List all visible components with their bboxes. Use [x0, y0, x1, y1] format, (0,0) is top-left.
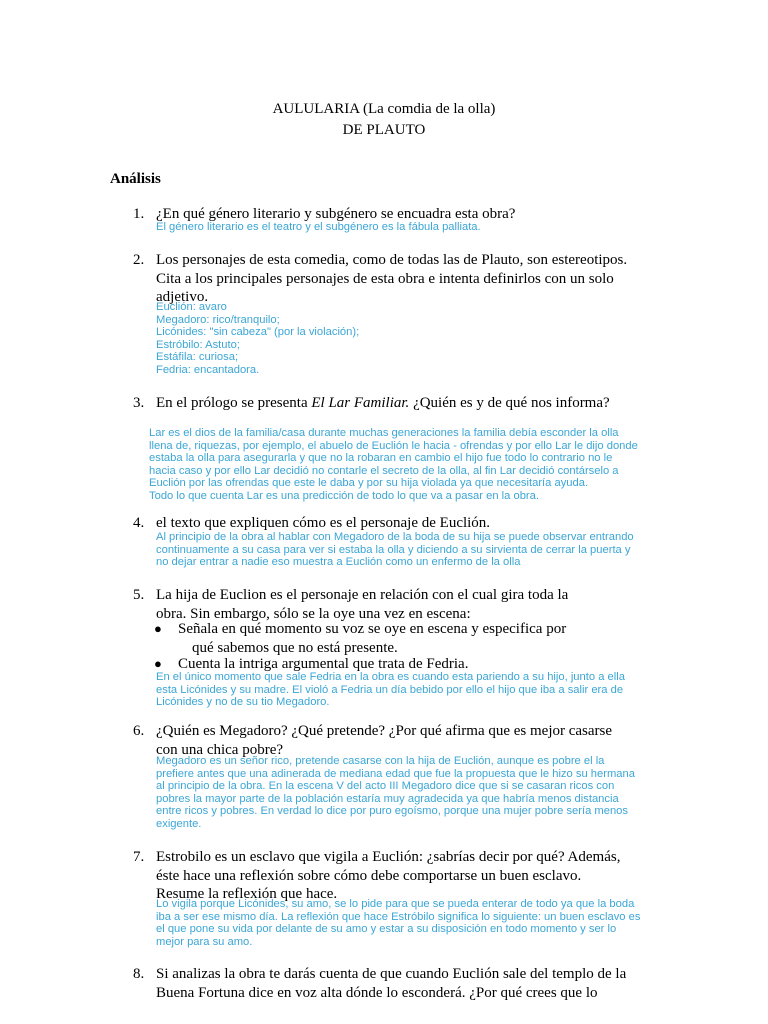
question-text: Si analizas la obra te darás cuenta de que cuando Euclión sale del templo de la Buena Fortuna dice en voz alta dónde lo esconderá. ¿Por qué crees que lo	[156, 966, 627, 1001]
question-number: 1.	[133, 206, 145, 222]
bullet-text: Cuenta la intriga argumental que trata de Fedria.	[178, 656, 469, 672]
question-text: En el prólogo se presenta El Lar Familiar. ¿Quién es y de qué nos informa?	[156, 395, 610, 411]
bullet-text: Señala en qué momento su voz se oye en escena y especifica por qué sabemos que no está presente.	[178, 621, 567, 656]
answer-text: Lo vigila porque Licónides, su amo, se lo pide para que se pueda enterar de todo ya que la boda iba a ser ese mismo día. La reflexión que hace Estróbilo significa lo siguiente: un buen esclavo es el que pone su vida por delante de su amo y estar a su disposición en todo momento y ser lo mejor para su amo.	[156, 898, 641, 948]
answer-text: Megadoro es un señor rico, pretende casarse con la hija de Euclión, aunque es pobre el la prefiere antes que una adinerada de mediana edad que fue la propuesta que le hizo su hermana al principio de la obra. En la escena V del acto III Megadoro dice que si se casaran ricos con pobres la mayor parte de la población estaría muy agradecida ya que habría menos distancia entre ricos y pobres. En verdad lo dice por puro egoísmo, porque una mujer pobre sería menos exigente.	[156, 755, 635, 830]
answer-text: El género literario es el teatro y el subgénero es la fábula palliata.	[156, 221, 481, 233]
question-text: La hija de Euclion es el personaje en relación con el cual gira toda la obra. Sin embargo, sólo se la oye una vez en escena:	[156, 587, 569, 622]
question-number: 6.	[133, 723, 145, 739]
question-number: 5.	[133, 587, 145, 603]
question-text: Estrobilo es un esclavo que vigila a Euclión: ¿sabrías decir por qué? Además, éste hace una reflexión sobre cómo debe comportarse un buen esclavo. Resume la reflexión que hace.	[156, 849, 621, 902]
question-number: 7.	[133, 849, 145, 865]
question-number: 4.	[133, 515, 145, 531]
answer-text: Euclión: avaro Megadoro: rico/tranquilo; Licónides: "sin cabeza" (por la violación); Estróbilo: Astuto; Estáfila: curiosa; Fedria: encantadora.	[156, 301, 360, 376]
bullet-icon: ●	[154, 621, 162, 636]
section-heading: Análisis	[110, 171, 161, 187]
question-number: 2.	[133, 252, 145, 268]
question-text: ¿En qué género literario y subgénero se encuadra esta obra?	[156, 206, 516, 222]
question-text: ¿Quién es Megadoro? ¿Qué pretende? ¿Por qué afirma que es mejor casarse con una chica pobre?	[156, 723, 613, 758]
answer-text: En el único momento que sale Fedria en la obra es cuando esta pariendo a su hijo, junto a ella esta Licónides y su madre. El violó a Fedria un día bebido por ello el hijo que iba a salir era de Licónides y no de su tio Megadoro.	[156, 671, 625, 709]
question-number: 8.	[133, 966, 145, 982]
answer-text: Lar es el dios de la familia/casa durante muchas generaciones la familia debía esconder la olla llena de, riquezas, por ejemplo, el abuelo de Euclión le hacia - ofrendas y por ello Lar le dijo donde estaba la olla para asegurarla y que no la robaran en cambio el hijo fue todo lo contrario no le hacia caso y por ello Lar decidió no contarle el secreto de la olla, al fin Lar decidió contárselo a Euclión por las ofrendas que este le daba y por su hija violada ya que necesitaría ayuda. Todo lo que cuenta Lar es una predicción de todo lo que va a pasar en la obra.	[149, 427, 638, 502]
question-number: 3.	[133, 395, 145, 411]
bullet-icon: ●	[154, 656, 162, 671]
question-text: el texto que expliquen cómo es el personaje de Euclión.	[156, 515, 491, 531]
question-text: Los personajes de esta comedia, como de todas las de Plauto, son estereotipos. Cita a los principales personajes de esta obra e intenta definirlos con un solo adjetivo.	[156, 252, 628, 305]
document-title: AULULARIA (La comdia de la olla)	[272, 101, 496, 117]
answer-text: Al principio de la obra al hablar con Megadoro de la boda de su hija se puede observar entrando continuamente a su casa para ver si estaba la olla y diciendo a su sirvienta de cerrar la puerta y no dejar entrar a nadie eso muestra a Euclión como un enfermo de la olla	[156, 531, 634, 569]
document-subtitle: DE PLAUTO	[342, 122, 426, 138]
